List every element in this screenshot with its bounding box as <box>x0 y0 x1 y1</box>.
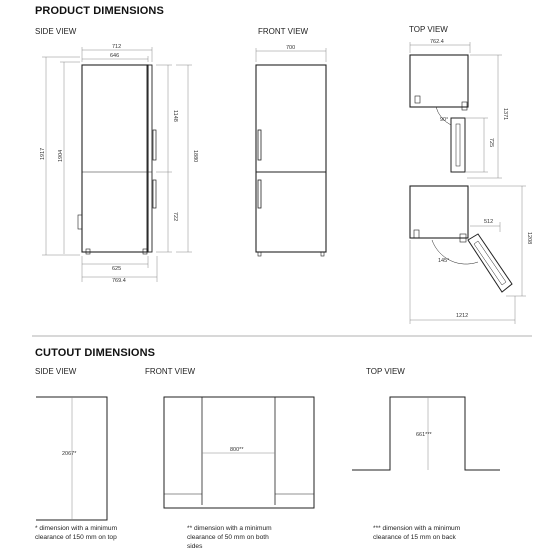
cutout-front-view-label: FRONT VIEW <box>145 367 196 376</box>
front-upper-handle <box>258 130 261 160</box>
cutout-dimensions-heading: CUTOUT DIMENSIONS <box>35 347 156 359</box>
product-top-view-145-drawing <box>410 186 512 292</box>
product-top-view-label: TOP VIEW <box>409 25 448 34</box>
product-front-view-label: FRONT VIEW <box>258 27 309 36</box>
product-dimensions-heading: PRODUCT DIMENSIONS <box>35 5 164 17</box>
dim-top-angle-145: 145° <box>438 258 450 264</box>
front-foot-right <box>321 252 324 256</box>
product-side-view-drawing <box>78 65 156 254</box>
dim-top-width: 762.4 <box>430 39 444 45</box>
dim-top-width-145: 1212 <box>456 313 469 319</box>
dim-cutout-width: 800** <box>230 447 244 453</box>
side-hinge <box>78 215 82 229</box>
top90-cabinet <box>410 55 468 107</box>
front-body <box>256 65 326 252</box>
dim-cutout-height: 2067* <box>62 451 77 457</box>
top145-door-inner <box>474 241 506 285</box>
product-side-view-label: SIDE VIEW <box>35 27 77 36</box>
top90-door <box>451 118 465 172</box>
side-upper-handle <box>153 130 156 160</box>
dim-top-depth-145: 1208 <box>526 232 532 245</box>
front-foot-left <box>258 252 261 256</box>
dim-side-upper: 1148 <box>172 110 178 122</box>
side-note-line-1: * dimension with a minimum <box>35 525 118 532</box>
dim-top-offset: 512 <box>484 219 494 225</box>
cutout-top-view-label: TOP VIEW <box>366 367 405 376</box>
dim-side-top-outer: 712 <box>112 44 122 50</box>
dim-side-height-cabinet: 1904 <box>58 149 64 162</box>
top145-handle-left <box>414 230 419 238</box>
dim-side-height-outer: 1917 <box>40 147 46 160</box>
cutout-side-niche <box>36 397 107 520</box>
product-front-view-drawing <box>256 65 326 256</box>
product-side-dimension-lines <box>42 47 192 282</box>
dim-side-full: 1880 <box>192 150 198 163</box>
dim-top-angle: 90° <box>440 117 449 123</box>
side-cabinet <box>82 65 148 252</box>
dim-side-bottom-inner: 625 <box>112 266 122 272</box>
cutout-side-view-drawing <box>36 397 107 520</box>
product-top-view-90-drawing <box>410 55 468 172</box>
top-note-line-2: clearance of 15 mm on back <box>373 534 456 541</box>
front-note-line-2: clearance of 50 mm on both <box>187 534 269 541</box>
dim-side-bottom-outer: 769.4 <box>112 278 126 284</box>
cutout-front-note <box>187 524 272 551</box>
top90-door-inner <box>456 124 460 166</box>
dim-front-width: 700 <box>286 45 296 51</box>
dim-side-top-inner: 646 <box>110 53 120 59</box>
dim-top-door: 725 <box>488 138 494 148</box>
top90-hinge <box>462 102 467 110</box>
front-note-line-3: sides <box>187 543 203 550</box>
dim-cutout-depth: 661*** <box>416 432 432 438</box>
front-lower-handle <box>258 180 261 208</box>
dim-side-lower: 722 <box>172 212 178 222</box>
front-note-line-1: ** dimension with a minimum <box>187 525 272 532</box>
top90-handle-left <box>415 96 420 103</box>
cutout-side-note <box>35 524 117 542</box>
side-note-line-2: clearance of 150 mm on top <box>35 534 117 541</box>
cutout-top-note <box>373 524 460 542</box>
top-note-line-1: *** dimension with a minimum <box>373 525 461 532</box>
dim-top-depth-open: 1371 <box>502 108 508 121</box>
side-lower-handle <box>153 180 156 208</box>
cutout-side-view-label: SIDE VIEW <box>35 367 77 376</box>
